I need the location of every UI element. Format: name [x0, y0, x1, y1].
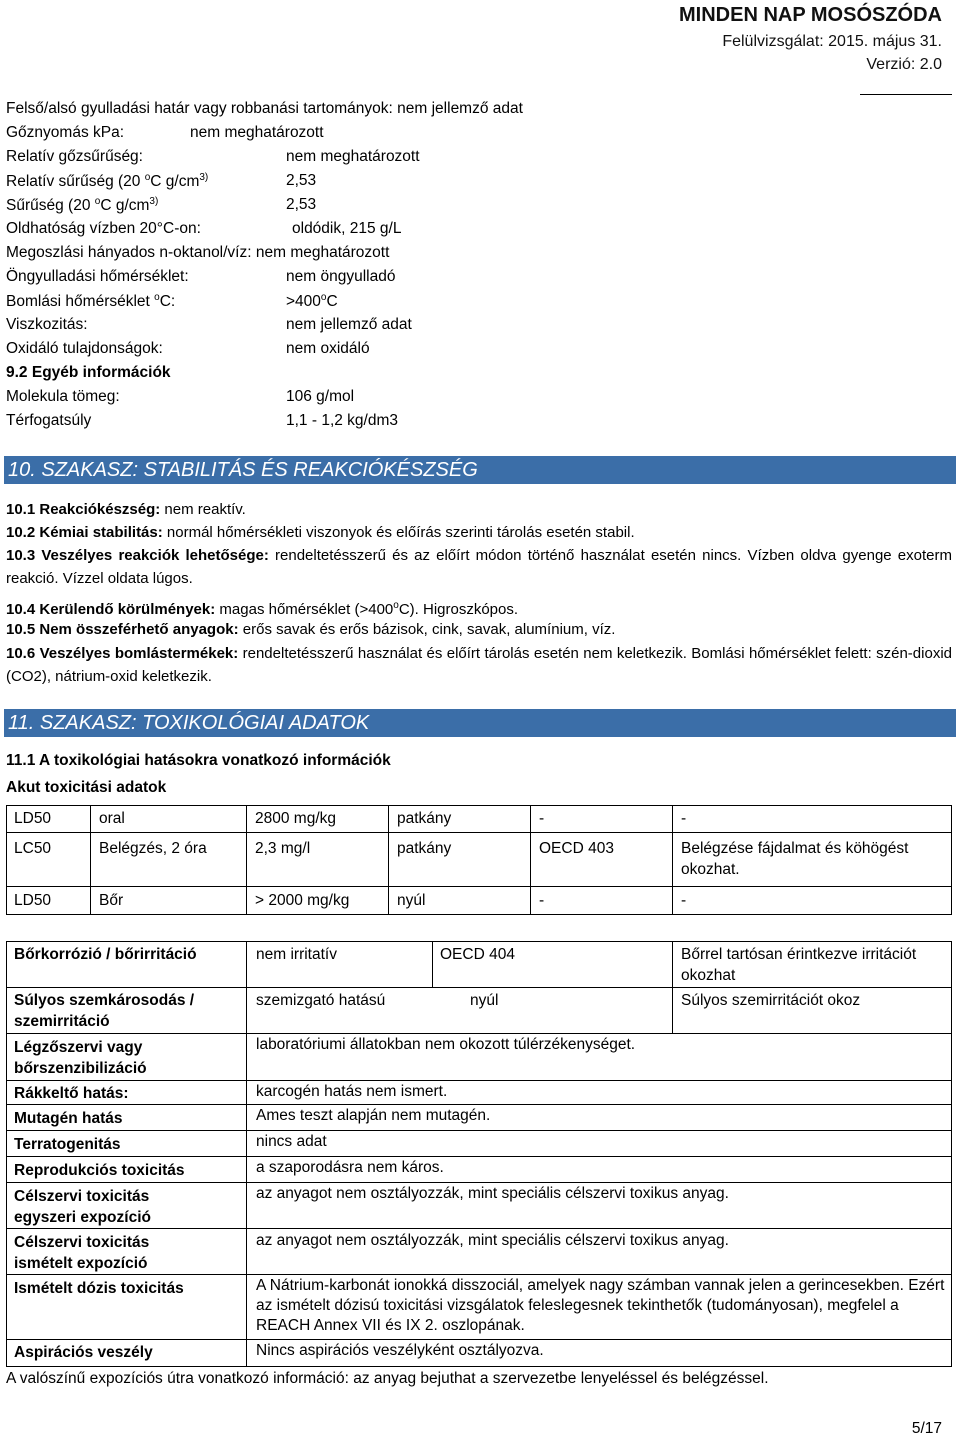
section-11-heading: 11. SZAKASZ: TOXIKOLÓGIAI ADATOK — [4, 709, 956, 737]
prop-oxidising-label: Oxidáló tulajdonságok: — [6, 340, 163, 357]
prop-molar-mass-value: 106 g/mol — [286, 388, 355, 405]
tox-value: az anyagot nem osztályozzák, mint speciális célszervi toxikus anyag. — [256, 1185, 729, 1202]
prop-partition-coefficient: Megoszlási hányados n-oktanol/víz: nem meghatározott — [6, 244, 390, 261]
acute-cell: oral — [99, 810, 125, 827]
prop-oxidising-value: nem oxidáló — [286, 340, 370, 357]
acute-col-line — [672, 805, 673, 915]
tox-col-line — [246, 941, 247, 1367]
acute-row-line — [6, 886, 952, 887]
acute-col-line — [246, 805, 247, 915]
acute-cell: Belégzése fájdalmat és köhögést okozhat. — [681, 840, 909, 878]
tox-col-line — [432, 941, 433, 987]
prop-vapour-pressure-value: nem meghatározott — [190, 124, 324, 141]
tox-row-line — [6, 1156, 952, 1157]
tox-value: nem irritatív — [256, 946, 337, 963]
tox-row-line — [6, 1080, 952, 1081]
tox-value: szemizgató hatású — [256, 992, 386, 1009]
version: Verzió: 2.0 — [866, 56, 942, 73]
acute-toxicity-heading: Akut toxicitási adatok — [6, 779, 167, 796]
tox-col-line — [672, 987, 673, 1033]
exposure-route-note: A valószínű expozíciós útra vonatkozó információ: az anyag bejuthat a szervezetbe lenyeléssel és belégzéssel. — [6, 1370, 769, 1387]
section-10-4: 10.4 Kerülendő körülmények: magas hőmérséklet $(>400^oC)$. Higroszkópos. — [6, 600, 519, 618]
acute-row-line — [6, 832, 952, 833]
acute-cell: OECD 403 — [539, 840, 614, 857]
prop-decomposition-value: $>400^oC$ — [286, 292, 338, 311]
section-10-5: 10.5 Nem összeférhető anyagok: erős savak és erős bázisok, cink, savak, alumínium, víz. — [6, 621, 616, 638]
subsection-11-1: 11.1 A toxikológiai hatásokra vonatkozó információk — [6, 752, 391, 769]
prop-density-label: Sűrűség (20 $^o$C $g/cm^{3)}$ — [6, 196, 159, 215]
subsection-9-2: 9.2 Egyéb információk — [6, 364, 171, 381]
prop-relative-density-label: Relatív sűrűség (20 $^o$C $g/cm^{3)}$ — [6, 172, 209, 191]
tox-label-stot-single: Célszervi toxicitás egyszeri expozíció — [14, 1188, 151, 1226]
prop-density-value: 2,53 — [286, 196, 317, 213]
prop-molar-mass-label: Molekula tömeg: — [6, 388, 120, 405]
tox-label-aspiration: Aspirációs veszély — [14, 1344, 153, 1361]
section-10-1: 10.1 Reakciókészség: nem reaktív. — [6, 501, 246, 518]
prop-vapour-density-label: Relatív gőzsűrűség: — [6, 148, 143, 165]
prop-autoignition-label: Öngyulladási hőmérséklet: — [6, 268, 189, 285]
page-number: 5/17 — [911, 1420, 942, 1437]
tox-value: nincs adat — [256, 1133, 327, 1150]
prop-decomposition-label: Bomlási hőmérséklet $^o$C: — [6, 292, 176, 311]
acute-cell: patkány — [397, 840, 452, 857]
tox-row-line — [6, 987, 952, 988]
prop-autoignition-value: nem öngyulladó — [286, 268, 396, 285]
tox-value: karcogén hatás nem ismert. — [256, 1083, 448, 1100]
prop-solubility-value: oldódik, 215 g/L — [292, 220, 402, 237]
acute-cell: LD50 — [14, 810, 52, 827]
section-10-6: 10.6 Veszélyes bomlástermékek: rendeltetésszerű használat és előírt tárolás esetén nem keletkezik. Bomlási hőmérséklet felett: szén-dioxid (CO2), nátrium-oxid keletkezik. — [6, 645, 952, 685]
tox-value: laboratóriumi állatokban nem okozott túlérzékenységet. — [256, 1036, 636, 1053]
acute-cell: Belégzés, 2 óra — [99, 840, 207, 857]
tox-label-repeated-dose: Ismételt dózis toxicitás — [14, 1280, 184, 1297]
header-rule — [860, 94, 952, 95]
prop-bulk-density-value: 1,1 - 1,2 kg/dm3 — [286, 412, 399, 429]
tox-value: nyúl — [470, 992, 499, 1009]
prop-vapour-pressure-label: Gőznyomás kPa: — [6, 124, 125, 141]
section-10-3: 10.3 Veszélyes reakciók lehetősége: rendeltetésszerű és az előírt módon történő használat esetén nincs. Vízben oldva gyenge exoterm reakció. Vízzel oldata lúgos. — [6, 547, 952, 587]
tox-row-line — [6, 1130, 952, 1131]
acute-cell: patkány — [397, 810, 452, 827]
acute-cell: LC50 — [14, 840, 52, 857]
tox-value: a szaporodásra nem káros. — [256, 1159, 444, 1176]
tox-label-stot-repeated: Célszervi toxicitás ismételt expozíció — [14, 1234, 150, 1272]
tox-value: Ames teszt alapján nem mutagén. — [256, 1107, 491, 1124]
acute-cell: Bőr — [99, 892, 124, 909]
tox-row-line — [6, 1228, 952, 1229]
company-name: MINDEN NAP MOSÓSZÓDA — [679, 4, 942, 26]
prop-relative-density-value: 2,53 — [286, 172, 317, 189]
prop-vapour-density-value: nem meghatározott — [286, 148, 420, 165]
tox-value: OECD 404 — [440, 946, 515, 963]
section-10-2: 10.2 Kémiai stabilitás: normál hőmérsékleti viszonyok és előírás szerinti tárolás esetén stabil. — [6, 524, 635, 541]
acute-cell: > 2000 mg/kg — [255, 892, 350, 909]
tox-value: Nincs aspirációs veszélyként osztályozva. — [256, 1342, 544, 1359]
acute-cell: - — [681, 810, 687, 827]
tox-label-reproductive: Reprodukciós toxicitás — [14, 1162, 185, 1179]
acute-cell: 2800 mg/kg — [255, 810, 336, 827]
tox-value: az anyagot nem osztályozzák, mint speciális célszervi toxikus anyag. — [256, 1232, 729, 1249]
tox-label-teratogenicity: Terratogenitás — [14, 1136, 121, 1153]
tox-value: Bőrrel tartósan érintkezve irritációt okozhat — [681, 946, 917, 984]
acute-cell: - — [539, 892, 545, 909]
prop-viscosity-label: Viszkozitás: — [6, 316, 88, 333]
tox-value: Súlyos szemirritációt okoz — [681, 992, 861, 1009]
acute-col-line — [90, 805, 91, 915]
prop-solubility-label: Oldhatóság vízben 20°C-on: — [6, 220, 201, 237]
acute-col-line — [530, 805, 531, 915]
acute-cell: LD50 — [14, 892, 52, 909]
acute-cell: - — [681, 892, 687, 909]
prop-viscosity-value: nem jellemző adat — [286, 316, 412, 333]
tox-label-sensitisation: Légzőszervi vagy bőrszenzibilizáció — [14, 1039, 147, 1077]
acute-cell: 2,3 mg/l — [255, 840, 311, 857]
tox-row-line — [6, 1274, 952, 1275]
acute-col-line — [388, 805, 389, 915]
prop-bulk-density-label: Térfogatsúly — [6, 412, 92, 429]
revision-date: Felülvizsgálat: 2015. május 31. — [722, 33, 942, 50]
tox-label-mutagenicity: Mutagén hatás — [14, 1110, 123, 1127]
tox-label-eye-damage: Súlyos szemkárosodás / szemirritáció — [14, 992, 195, 1030]
acute-cell: - — [539, 810, 545, 827]
tox-value: A Nátrium-karbonát ionokká disszociál, amelyek nagy számban vannak jelen a gerincesekben. Ezért az ismételt dózisú toxicitási vizsgálatok feleslegesnek tekinthetők (tudományosan), megfelel a REACH Annex VII és IX 2. oszlopának. — [256, 1277, 945, 1334]
section-10-heading: 10. SZAKASZ: STABILITÁS ÉS REAKCIÓKÉSZSÉG — [4, 456, 956, 484]
tox-col-line — [672, 941, 673, 987]
acute-cell: nyúl — [397, 892, 426, 909]
tox-label-carcinogenicity: Rákkeltő hatás: — [14, 1085, 129, 1102]
prop-flammability: Felső/alsó gyulladási határ vagy robbanási tartományok: nem jellemző adat — [6, 100, 523, 117]
tox-label-skin-corrosion: Bőrkorrózió / bőrirritáció — [14, 946, 197, 963]
